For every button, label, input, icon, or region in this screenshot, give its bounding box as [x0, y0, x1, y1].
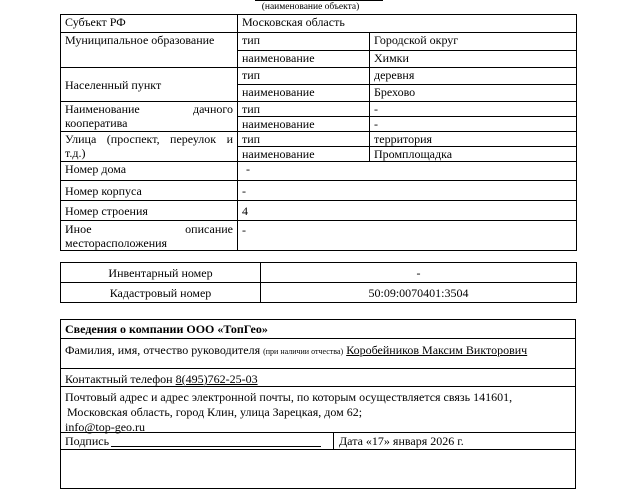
settlement-name-value: Брехово	[370, 85, 577, 102]
bottom-row	[61, 449, 575, 450]
company-block	[60, 319, 576, 489]
dacha-label: Наименование дачного кооператива	[61, 102, 238, 132]
address-postcode: 141601,	[473, 390, 513, 404]
settlement-type-label: тип	[238, 68, 370, 85]
head-value: Коробейников Максим Викторович	[346, 343, 528, 357]
address-label: Почтовый адрес и адрес электронной почты, по которым осуществляется связь	[65, 390, 471, 404]
cadastral-value: 50:09:0070401:3504	[261, 283, 577, 303]
street-row	[61, 132, 577, 147]
signature-divider	[333, 433, 334, 449]
phone-label: Контактный телефон	[65, 372, 173, 386]
building-row	[61, 181, 577, 201]
signature-row	[61, 432, 575, 448]
structure-label: Номер строения	[61, 201, 238, 221]
other-value: -	[238, 221, 577, 251]
dacha-row	[61, 102, 577, 117]
address-row	[61, 386, 575, 434]
location-table	[60, 14, 577, 251]
other-row	[61, 221, 577, 251]
building-value: -	[238, 181, 577, 201]
signature-label: Подпись	[65, 434, 110, 448]
subject-value: Московская область	[238, 15, 577, 33]
municipal-label: Муниципальное образование	[61, 33, 238, 68]
dacha-name-label: наименование	[238, 117, 370, 132]
head-note: (при наличии отчества)	[263, 347, 344, 356]
company-title: Сведения о компании ООО «ТопГео»	[65, 322, 268, 336]
settlement-type-value: деревня	[370, 68, 577, 85]
house-value: -	[238, 162, 577, 181]
structure-value: 4	[238, 201, 577, 221]
inventory-value: -	[261, 263, 577, 283]
municipal-type-value: Городской округ	[370, 33, 577, 51]
settlement-row	[61, 68, 577, 85]
settlement-label: Населенный пункт	[61, 68, 238, 102]
cadastral-row	[61, 283, 577, 303]
inventory-row	[61, 263, 577, 283]
building-label: Номер корпуса	[61, 181, 238, 201]
settlement-name-label: наименование	[238, 85, 370, 102]
street-label: Улица (проспект, переулок и т.д.)	[61, 132, 238, 162]
dacha-type-value: -	[370, 102, 577, 117]
inventory-label: Инвентарный номер	[61, 263, 261, 283]
street-name-value: Промплощадка	[370, 147, 577, 162]
head-line	[65, 343, 527, 359]
phone-line	[65, 372, 258, 386]
house-label: Номер дома	[61, 162, 238, 181]
phone-value: 8(495)762-25-03	[175, 372, 258, 386]
municipal-name-label: наименование	[238, 51, 370, 68]
email-link[interactable]: info@top-geo.ru	[65, 420, 146, 434]
numbers-table	[60, 262, 577, 303]
municipal-name-value: Химки	[370, 51, 577, 68]
other-label: Иное описание месторасположения	[61, 221, 238, 251]
dacha-type-label: тип	[238, 102, 370, 117]
cadastral-label: Кадастровый номер	[61, 283, 261, 303]
object-name-caption: (наименование объекта)	[261, 2, 360, 12]
street-type-value: территория	[370, 132, 577, 147]
date-text: Дата «17» января 2026 г.	[339, 434, 464, 448]
house-row	[61, 162, 577, 181]
phone-row	[61, 368, 575, 386]
street-type-label: тип	[238, 132, 370, 147]
municipal-row	[61, 33, 577, 51]
structure-row	[61, 201, 577, 221]
title-underline	[255, 0, 383, 1]
signature-line	[111, 446, 321, 447]
head-label: Фамилия, имя, отчество руководителя	[65, 343, 261, 357]
subject-row	[61, 15, 577, 33]
municipal-type-label: тип	[238, 33, 370, 51]
address-line2: Московская область, город Клин, улица Зарецкая, дом 62;	[67, 405, 363, 419]
head-row	[61, 338, 575, 357]
street-name-label: наименование	[238, 147, 370, 162]
subject-label: Субъект РФ	[61, 15, 238, 33]
address-line1	[65, 390, 512, 404]
dacha-name-value: -	[370, 117, 577, 132]
